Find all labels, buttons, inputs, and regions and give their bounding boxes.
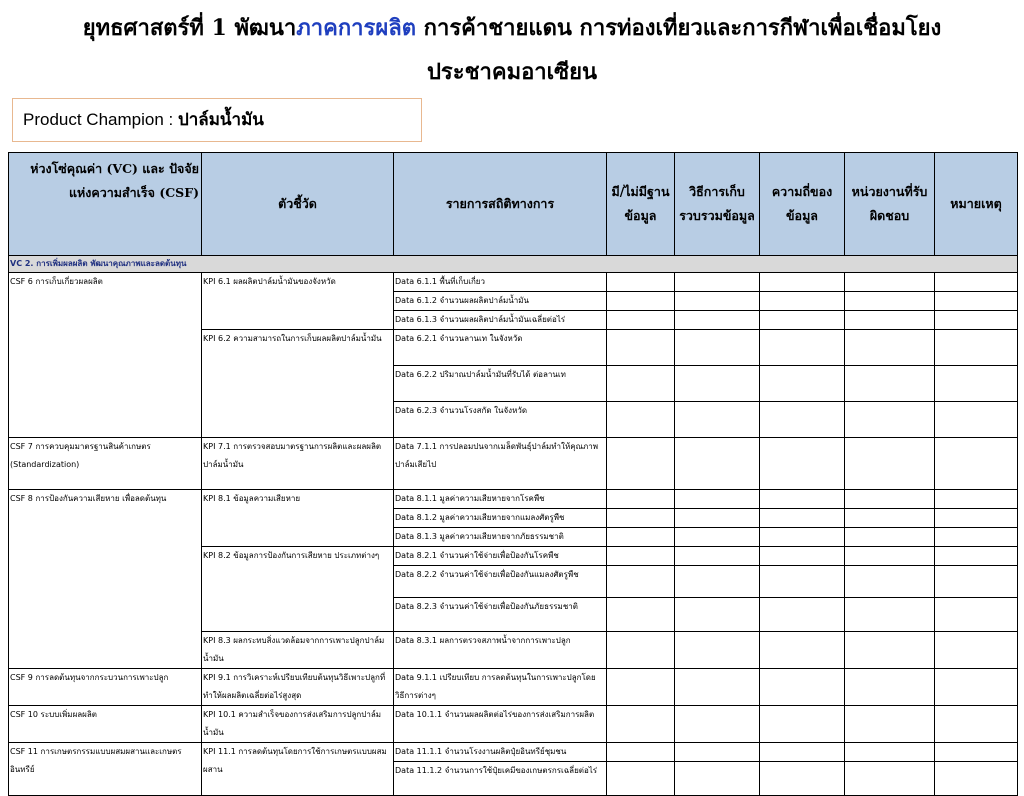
empty-cell xyxy=(760,743,845,762)
empty-cell xyxy=(935,273,1018,292)
empty-cell xyxy=(607,311,675,330)
kpi-cell: KPI 8.3 ผลกระทบสิ่งแวดล้อมจากการเพาะปลูกปาล์มน้ำมัน xyxy=(202,632,394,669)
empty-cell xyxy=(607,366,675,402)
empty-cell xyxy=(845,632,935,669)
title-line-2: ประชาคมอาเซียน xyxy=(426,59,598,85)
section-vc2: VC 2. การเพิ่มผลผลิต พัฒนาคุณภาพและลดต้นทุน xyxy=(9,256,1018,273)
data-cell: Data 8.1.2 มูลค่าความเสียหายจากแมลงศัตรูพืช xyxy=(394,509,607,528)
empty-cell xyxy=(760,547,845,566)
empty-cell xyxy=(675,273,760,292)
empty-cell xyxy=(935,566,1018,598)
empty-cell xyxy=(935,509,1018,528)
data-cell: Data 11.1.2 จำนวนการใช้ปุ๋ยเคมีของเกษตรกรเฉลี่ยต่อไร่ xyxy=(394,762,607,796)
empty-cell xyxy=(760,632,845,669)
empty-cell xyxy=(675,706,760,743)
empty-cell xyxy=(675,566,760,598)
header-remarks: หมายเหตุ xyxy=(935,153,1018,256)
product-champion-value: ปาล์มน้ำมัน xyxy=(177,110,264,129)
empty-cell xyxy=(935,438,1018,490)
empty-cell xyxy=(935,366,1018,402)
empty-cell xyxy=(675,292,760,311)
slide-title xyxy=(0,6,1024,94)
empty-cell xyxy=(760,273,845,292)
empty-cell xyxy=(845,366,935,402)
empty-cell xyxy=(845,438,935,490)
empty-cell xyxy=(607,490,675,509)
empty-cell xyxy=(845,292,935,311)
data-cell: Data 7.1.1 การปลอมปนจากเมล็ดพันธุ์ปาล์มทำให้คุณภาพปาล์มเสียไป xyxy=(394,438,607,490)
table-row xyxy=(9,743,1018,762)
product-champion-box xyxy=(12,98,422,142)
data-cell: Data 6.1.1 พื้นที่เก็บเกี่ยว xyxy=(394,273,607,292)
data-cell: Data 8.2.3 จำนวนค่าใช้จ่ายเพื่อป้องกันภัยธรรมชาติ xyxy=(394,598,607,632)
data-cell: Data 6.2.2 ปริมาณปาล์มน้ำมันที่รับได้ ต่อลานเท xyxy=(394,366,607,402)
title-line-1 xyxy=(0,6,1024,50)
header-vc-csf: ห่วงโซ่คุณค่า (VC) และ ปัจจัยแห่งความสำเร็จ (CSF) xyxy=(9,153,202,256)
csf-cell: CSF 10 ระบบเพิ่มผลผลิต xyxy=(9,706,202,743)
kpi-cell: KPI 11.1 การลดต้นทุนโดยการใช้การเกษตรแบบผสมผสาน xyxy=(202,743,394,796)
empty-cell xyxy=(675,547,760,566)
empty-cell xyxy=(607,292,675,311)
header-has-db: มี/ไม่มีฐานข้อมูล xyxy=(607,153,675,256)
header-row xyxy=(9,153,1018,256)
data-cell: Data 9.1.1 เปรียบเทียบ การลดต้นทุนในการเพาะปลูกโดยวิธีการต่างๆ xyxy=(394,669,607,706)
empty-cell xyxy=(935,292,1018,311)
empty-cell xyxy=(760,598,845,632)
data-cell: Data 8.2.1 จำนวนค่าใช้จ่ายเพื่อป้องกันโรคพืช xyxy=(394,547,607,566)
header-agency: หน่วยงานที่รับผิดชอบ xyxy=(845,153,935,256)
kpi-cell: KPI 6.1 ผลผลิตปาล์มน้ำมันของจังหวัด xyxy=(202,273,394,330)
table-row xyxy=(9,669,1018,706)
empty-cell xyxy=(845,273,935,292)
empty-cell xyxy=(845,706,935,743)
empty-cell xyxy=(935,743,1018,762)
empty-cell xyxy=(760,330,845,366)
empty-cell xyxy=(935,311,1018,330)
empty-cell xyxy=(607,762,675,796)
empty-cell xyxy=(845,743,935,762)
data-cell: Data 8.3.1 ผลการตรวจสภาพน้ำจากการเพาะปลูก xyxy=(394,632,607,669)
kpi-cell: KPI 8.2 ข้อมูลการป้องกันการเสียหาย ประเภทต่างๆ xyxy=(202,547,394,632)
section-row xyxy=(9,256,1018,273)
table-row xyxy=(9,706,1018,743)
table-row xyxy=(9,438,1018,490)
empty-cell xyxy=(607,566,675,598)
statistics-table xyxy=(8,152,1018,796)
empty-cell xyxy=(675,762,760,796)
data-cell: Data 8.2.2 จำนวนค่าใช้จ่ายเพื่อป้องกันแมลงศัตรูพืช xyxy=(394,566,607,598)
csf-cell: CSF 11 การเกษตรกรรมแบบผสมผสานและเกษตรอินทรีย์ xyxy=(9,743,202,796)
empty-cell xyxy=(607,330,675,366)
empty-cell xyxy=(760,509,845,528)
empty-cell xyxy=(935,402,1018,438)
data-cell: Data 8.1.1 มูลค่าความเสียหายจากโรคพืช xyxy=(394,490,607,509)
empty-cell xyxy=(845,490,935,509)
empty-cell xyxy=(845,669,935,706)
empty-cell xyxy=(607,669,675,706)
empty-cell xyxy=(760,762,845,796)
data-cell: Data 6.1.2 จำนวนผลผลิตปาล์มน้ำมัน xyxy=(394,292,607,311)
empty-cell xyxy=(845,566,935,598)
table-row xyxy=(9,490,1018,509)
empty-cell xyxy=(935,547,1018,566)
empty-cell xyxy=(607,632,675,669)
empty-cell xyxy=(935,598,1018,632)
empty-cell xyxy=(760,490,845,509)
kpi-cell: KPI 7.1 การตรวจสอบมาตรฐานการผลิตและผลผลิตปาล์มน้ำมัน xyxy=(202,438,394,490)
empty-cell xyxy=(845,509,935,528)
empty-cell xyxy=(845,528,935,547)
empty-cell xyxy=(675,402,760,438)
title-suffix: การค้าชายแดน การท่องเที่ยวและการกีฬาเพื่อเชื่อมโยง xyxy=(416,15,942,41)
empty-cell xyxy=(845,762,935,796)
data-cell: Data 8.1.3 มูลค่าความเสียหายจากภัยธรรมชาติ xyxy=(394,528,607,547)
title-highlight: ภาคการผลิต xyxy=(296,15,416,41)
empty-cell xyxy=(675,743,760,762)
csf-cell: CSF 8 การป้องกันความเสียหาย เพื่อลดต้นทุน xyxy=(9,490,202,669)
empty-cell xyxy=(935,330,1018,366)
empty-cell xyxy=(607,598,675,632)
empty-cell xyxy=(760,292,845,311)
header-kpi: ตัวชี้วัด xyxy=(202,153,394,256)
empty-cell xyxy=(675,490,760,509)
empty-cell xyxy=(760,706,845,743)
empty-cell xyxy=(845,598,935,632)
empty-cell xyxy=(760,669,845,706)
header-method: วิธีการเก็บรวบรวมข้อมูล xyxy=(675,153,760,256)
empty-cell xyxy=(845,547,935,566)
data-cell: Data 6.1.3 จำนวนผลผลิตปาล์มน้ำมันเฉลี่ยต่อไร่ xyxy=(394,311,607,330)
csf-cell: CSF 9 การลดต้นทุนจากกระบวนการเพาะปลูก xyxy=(9,669,202,706)
empty-cell xyxy=(675,632,760,669)
empty-cell xyxy=(607,273,675,292)
empty-cell xyxy=(935,528,1018,547)
empty-cell xyxy=(607,547,675,566)
empty-cell xyxy=(607,438,675,490)
empty-cell xyxy=(760,311,845,330)
empty-cell xyxy=(760,528,845,547)
empty-cell xyxy=(607,509,675,528)
empty-cell xyxy=(607,706,675,743)
empty-cell xyxy=(845,330,935,366)
product-champion-label: Product Champion : xyxy=(23,110,178,129)
title-prefix: ยุทธศาสตร์ที่ 1 พัฒนา xyxy=(82,15,297,41)
empty-cell xyxy=(935,632,1018,669)
empty-cell xyxy=(675,598,760,632)
empty-cell xyxy=(607,743,675,762)
empty-cell xyxy=(760,402,845,438)
empty-cell xyxy=(675,330,760,366)
data-cell: Data 11.1.1 จำนวนโรงงานผลิตปุ๋ยอินทรีย์ชุมชน xyxy=(394,743,607,762)
empty-cell xyxy=(935,762,1018,796)
empty-cell xyxy=(675,438,760,490)
data-cell: Data 6.2.1 จำนวนลานเท ในจังหวัด xyxy=(394,330,607,366)
header-frequency: ความถี่ของข้อมูล xyxy=(760,153,845,256)
data-cell: Data 10.1.1 จำนวนผลผลิตต่อไร่ของการส่งเสริมการผลิต xyxy=(394,706,607,743)
data-cell: Data 6.2.3 จำนวนโรงสกัด ในจังหวัด xyxy=(394,402,607,438)
empty-cell xyxy=(675,528,760,547)
table-row xyxy=(9,273,1018,292)
empty-cell xyxy=(760,366,845,402)
empty-cell xyxy=(675,366,760,402)
empty-cell xyxy=(675,509,760,528)
empty-cell xyxy=(760,566,845,598)
empty-cell xyxy=(760,438,845,490)
kpi-cell: KPI 10.1 ความสำเร็จของการส่งเสริมการปลูกปาล์มน้ำมัน xyxy=(202,706,394,743)
empty-cell xyxy=(845,402,935,438)
empty-cell xyxy=(935,490,1018,509)
empty-cell xyxy=(675,311,760,330)
empty-cell xyxy=(845,311,935,330)
kpi-cell: KPI 9.1 การวิเคราะห์เปรียบเทียบต้นทุนวิธีเพาะปลูกที่ทำให้ผลผลิตเฉลี่ยต่อไร่สูงสุด xyxy=(202,669,394,706)
empty-cell xyxy=(607,528,675,547)
empty-cell xyxy=(675,669,760,706)
empty-cell xyxy=(935,706,1018,743)
empty-cell xyxy=(607,402,675,438)
csf-cell: CSF 7 การควบคุมมาตรฐานสินค้าเกษตร (Standardization) xyxy=(9,438,202,490)
kpi-cell: KPI 6.2 ความสามารถในการเก็บผลผลิตปาล์มน้ำมัน xyxy=(202,330,394,438)
kpi-cell: KPI 8.1 ข้อมูลความเสียหาย xyxy=(202,490,394,547)
csf-cell: CSF 6 การเก็บเกี่ยวผลผลิต xyxy=(9,273,202,438)
empty-cell xyxy=(935,669,1018,706)
header-stats: รายการสถิติทางการ xyxy=(394,153,607,256)
